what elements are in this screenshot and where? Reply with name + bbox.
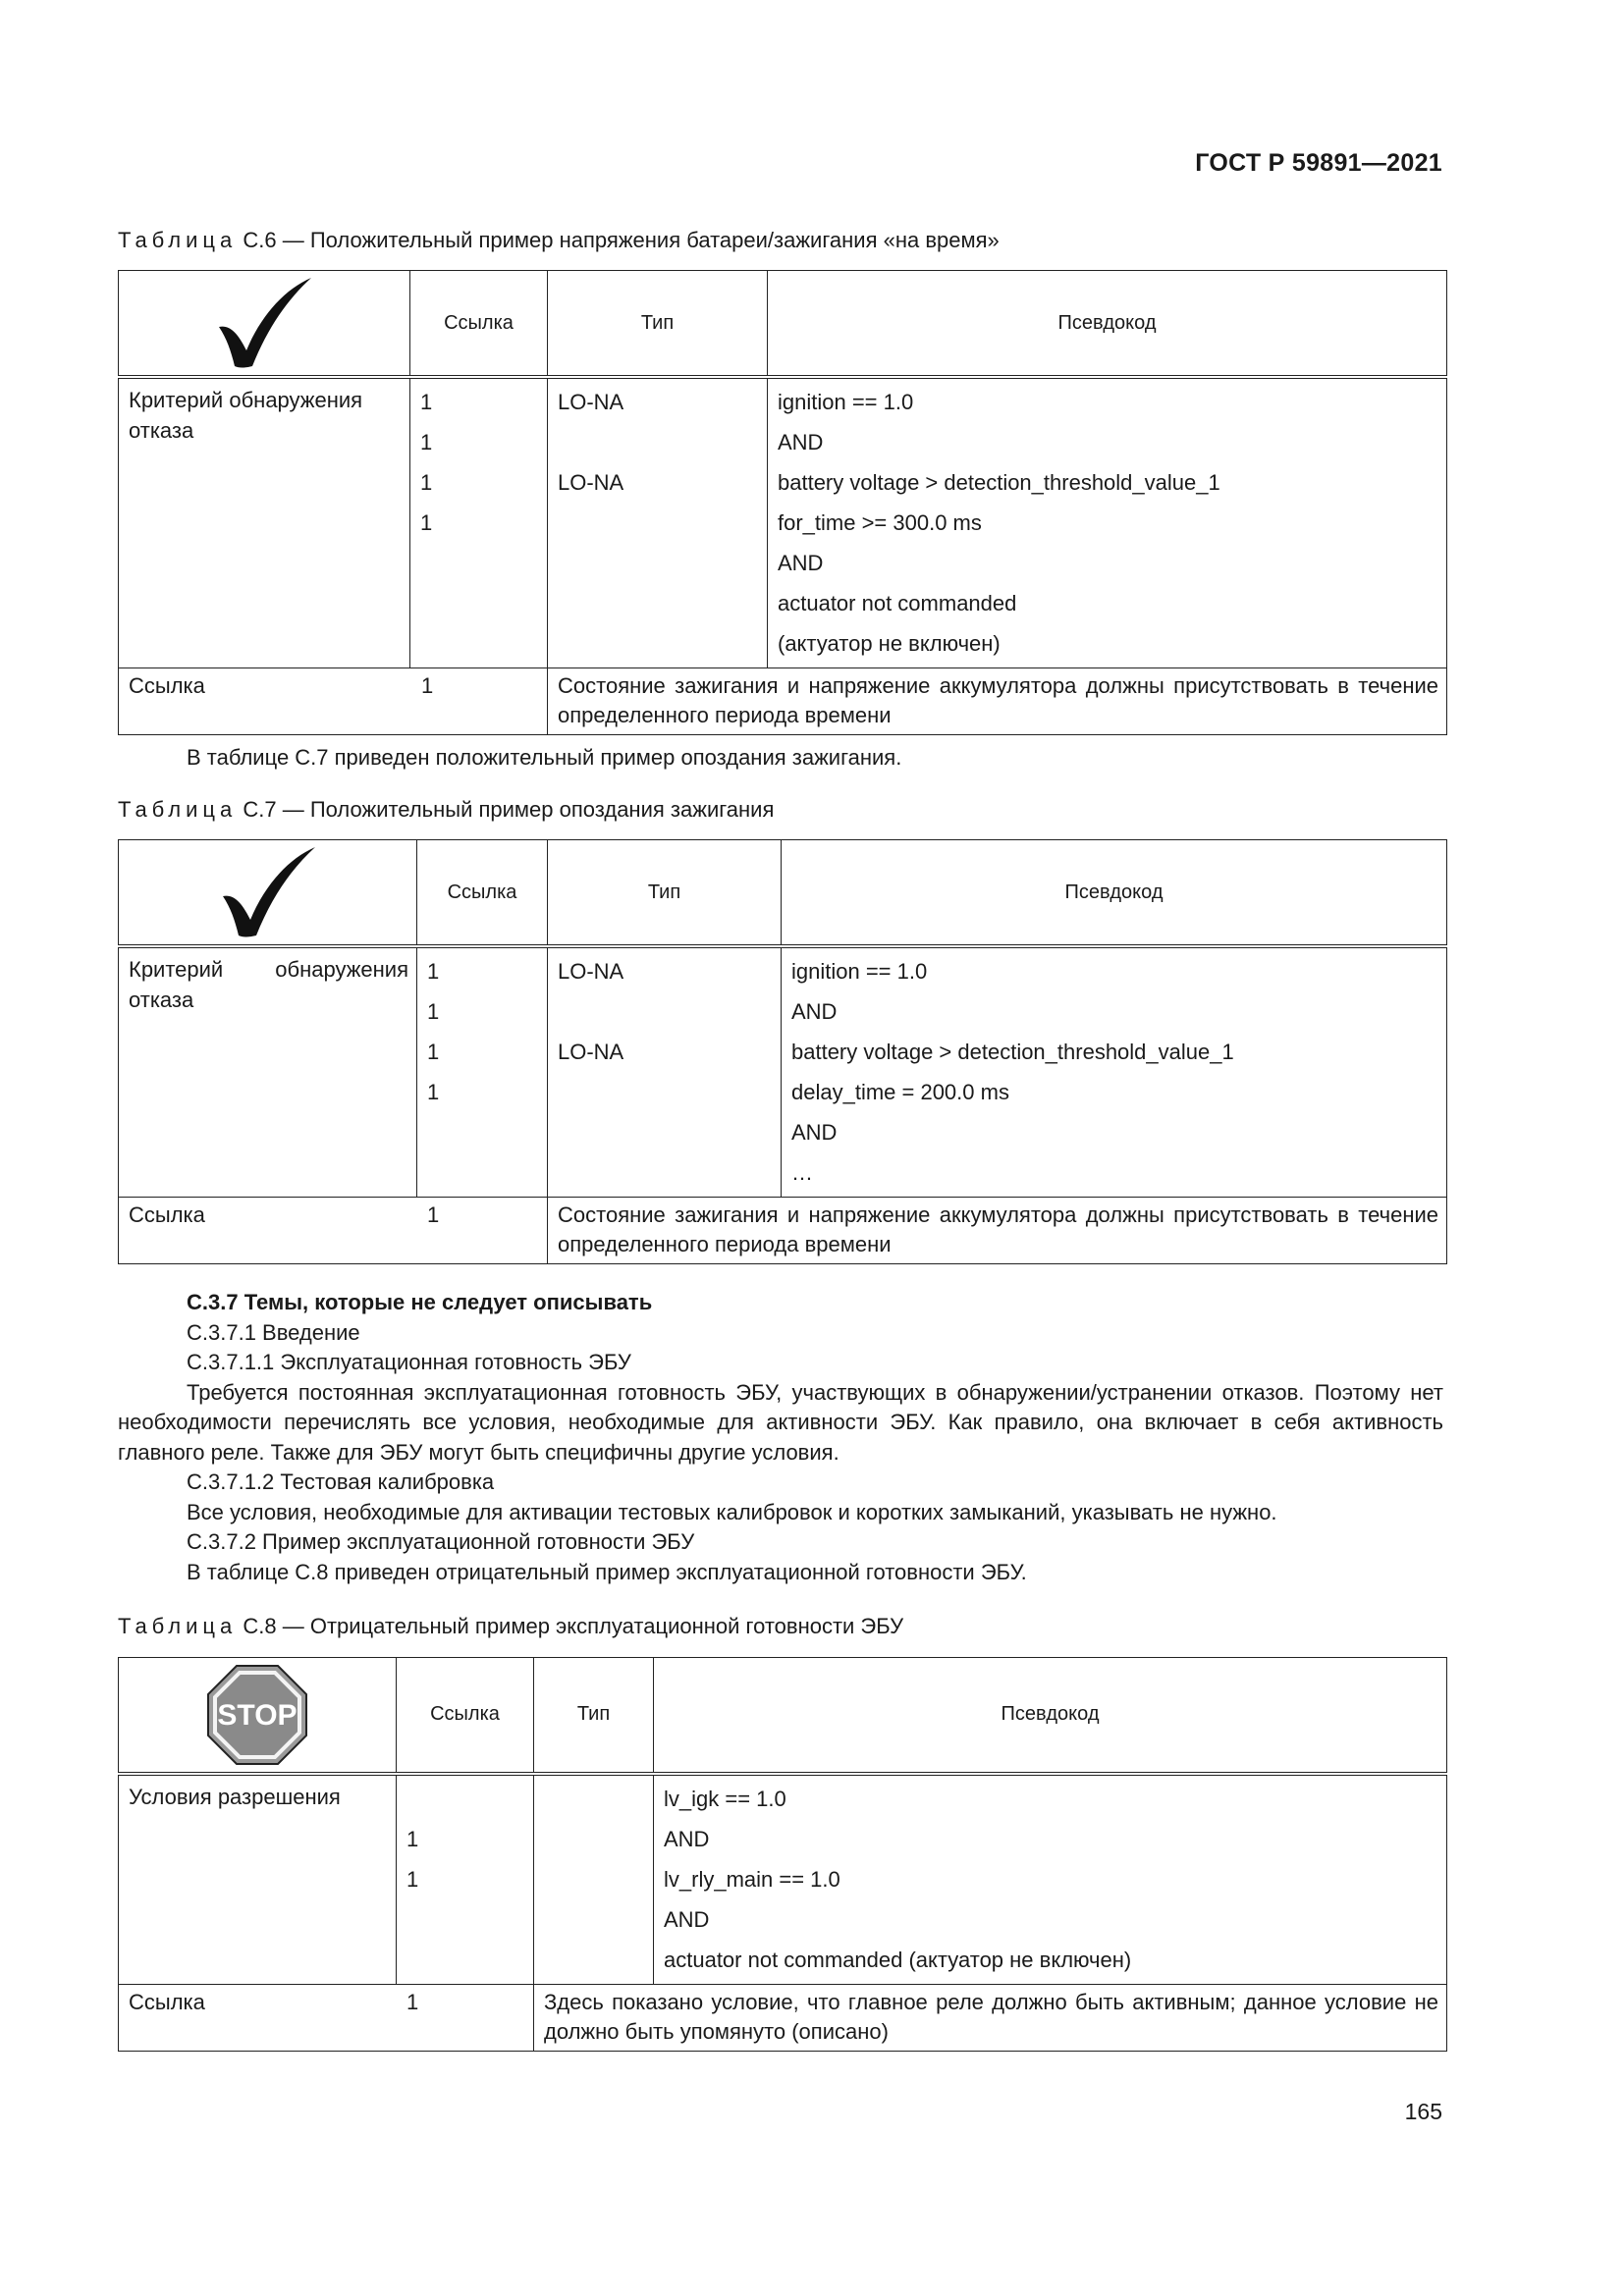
ref-value: 1: [420, 470, 433, 495]
pseudocode-line: actuator not commanded (актуатор не включен): [664, 1947, 1132, 1972]
col-header-pseudocode: Псевдокод: [768, 271, 1447, 378]
criterion-label: Критерий обнаружения отказа: [129, 388, 363, 443]
ref-value: 1: [420, 430, 433, 454]
type-value: [558, 991, 771, 1032]
pseudocode-line: battery voltage > detection_threshold_value_1: [778, 470, 1220, 495]
caption-prefix: Таблица: [118, 228, 238, 252]
footer-ref: 1: [427, 1202, 440, 1227]
ref-value: 1: [427, 1080, 440, 1104]
section-heading: С.3.7 Темы, которые не следует описывать: [187, 1290, 653, 1314]
section-c37: [118, 1288, 1443, 1587]
page-number: 165: [1404, 2099, 1442, 2124]
pseudocode-line: AND: [778, 551, 824, 575]
pseudocode-line: actuator not commanded: [778, 591, 1017, 615]
pseudocode-line: (актуатор не включен): [778, 631, 1001, 656]
col-header-type: Тип: [548, 271, 768, 378]
type-value: LO-NA: [558, 470, 624, 495]
caption-text: С.8 — Отрицательный пример эксплуатационной готовности ЭБУ: [237, 1614, 904, 1638]
caption-text: С.6 — Положительный пример напряжения батареи/зажигания «на время»: [237, 228, 1000, 252]
pseudocode-line: AND: [664, 1826, 710, 1851]
pseudocode-line: ignition == 1.0: [791, 959, 928, 984]
subsection-title: С.3.7.1.2 Тестовая калибровка: [187, 1469, 495, 1494]
footer-ref: 1: [421, 673, 434, 698]
col-header-ref: Ссылка: [417, 840, 548, 947]
pseudocode-line: lv_rly_main == 1.0: [664, 1866, 840, 1892]
checkmark-icon: [119, 271, 410, 378]
pseudocode-line: AND: [778, 430, 824, 454]
type-value: LO-NA: [558, 1040, 624, 1064]
ref-value: 1: [420, 390, 433, 414]
footer-ref: 1: [406, 1989, 419, 2014]
subsection-title: С.3.7.2 Пример эксплуатационной готовности ЭБУ: [187, 1529, 695, 1554]
subsection-title: С.3.7.1 Введение: [187, 1319, 360, 1345]
intro-c7: [118, 743, 1443, 774]
table-c6-caption: [118, 228, 1000, 253]
col-header-type: Тип: [534, 1658, 654, 1774]
pseudocode-line: ignition == 1.0: [778, 390, 914, 414]
subsection-title: С.3.7.1.1 Эксплуатационная готовность ЭБУ: [187, 1350, 631, 1374]
pseudocode-line: AND: [791, 1120, 838, 1145]
intro-c7-text: В таблице С.7 приведен положительный пример опоздания зажигания.: [187, 745, 902, 770]
criterion-label: Критерий обнаружения отказа: [129, 957, 408, 1012]
footer-text: Здесь показано условие, что главное реле должно быть активным; данное условие не должно быть упомянуто (описано): [544, 1989, 1438, 2044]
ref-value: 1: [427, 1040, 440, 1064]
stop-sign-icon: [119, 1658, 397, 1774]
pseudocode-line: AND: [664, 1906, 710, 1932]
checkmark-icon: [119, 840, 417, 947]
table-c7-caption: [118, 797, 774, 823]
table-c6: [118, 270, 1447, 735]
caption-prefix: Таблица: [118, 797, 238, 822]
pseudocode-line: AND: [791, 999, 838, 1024]
criterion-label: Условия разрешения: [129, 1784, 341, 1809]
footer-text: Состояние зажигания и напряжение аккумулятора должны присутствовать в течение определенного периода времени: [558, 673, 1438, 727]
pseudocode-line: lv_igk == 1.0: [664, 1786, 786, 1811]
type-value: LO-NA: [558, 959, 624, 984]
ref-value: 1: [427, 959, 440, 984]
ref-value: 1: [406, 1826, 419, 1851]
footer-label: Ссылка: [129, 1202, 205, 1227]
pseudocode-line: battery voltage > detection_threshold_value_1: [791, 1040, 1234, 1064]
document-code: ГОСТ Р 59891—2021: [1195, 149, 1442, 177]
type-value: [558, 503, 757, 543]
col-header-ref: Ссылка: [397, 1658, 534, 1774]
stop-sign-text: STOP: [217, 1698, 298, 1732]
ref-value: 1: [427, 999, 440, 1024]
caption-text: С.7 — Положительный пример опоздания зажигания: [237, 797, 775, 822]
col-header-type: Тип: [548, 840, 782, 947]
col-header-pseudocode: Псевдокод: [782, 840, 1447, 947]
caption-prefix: Таблица: [118, 1614, 238, 1638]
type-value: LO-NA: [558, 390, 624, 414]
table-c8-caption: [118, 1614, 903, 1639]
ref-value: 1: [420, 510, 433, 535]
paragraph: В таблице С.8 приведен отрицательный пример эксплуатационной готовности ЭБУ.: [187, 1559, 1027, 1584]
paragraph: Требуется постоянная эксплуатационная готовность ЭБУ, участвующих в обнаружении/устранении отказов. Поэтому нет необходимости перечислять все условия, необходимые для активности ЭБУ. Как правило, она включает в себя активность главного реле. Также для ЭБУ могут быть специфичны другие условия.: [118, 1379, 1443, 1465]
type-value: [558, 422, 757, 462]
table-c8: [118, 1657, 1447, 2052]
type-value: [558, 1072, 771, 1112]
pseudocode-line: delay_time = 200.0 ms: [791, 1080, 1009, 1104]
footer-label: Ссылка: [129, 673, 205, 698]
pseudocode-line: …: [791, 1160, 813, 1185]
col-header-pseudocode: Псевдокод: [654, 1658, 1447, 1774]
paragraph: Все условия, необходимые для активации тестовых калибровок и коротких замыканий, указывать не нужно.: [187, 1499, 1277, 1524]
footer-text: Состояние зажигания и напряжение аккумулятора должны присутствовать в течение определенного периода времени: [558, 1202, 1438, 1256]
ref-value: [406, 1779, 523, 1819]
pseudocode-line: for_time >= 300.0 ms: [778, 510, 982, 535]
table-c7: [118, 839, 1447, 1264]
col-header-ref: Ссылка: [410, 271, 548, 378]
ref-value: 1: [406, 1866, 419, 1892]
footer-label: Ссылка: [129, 1989, 205, 2014]
